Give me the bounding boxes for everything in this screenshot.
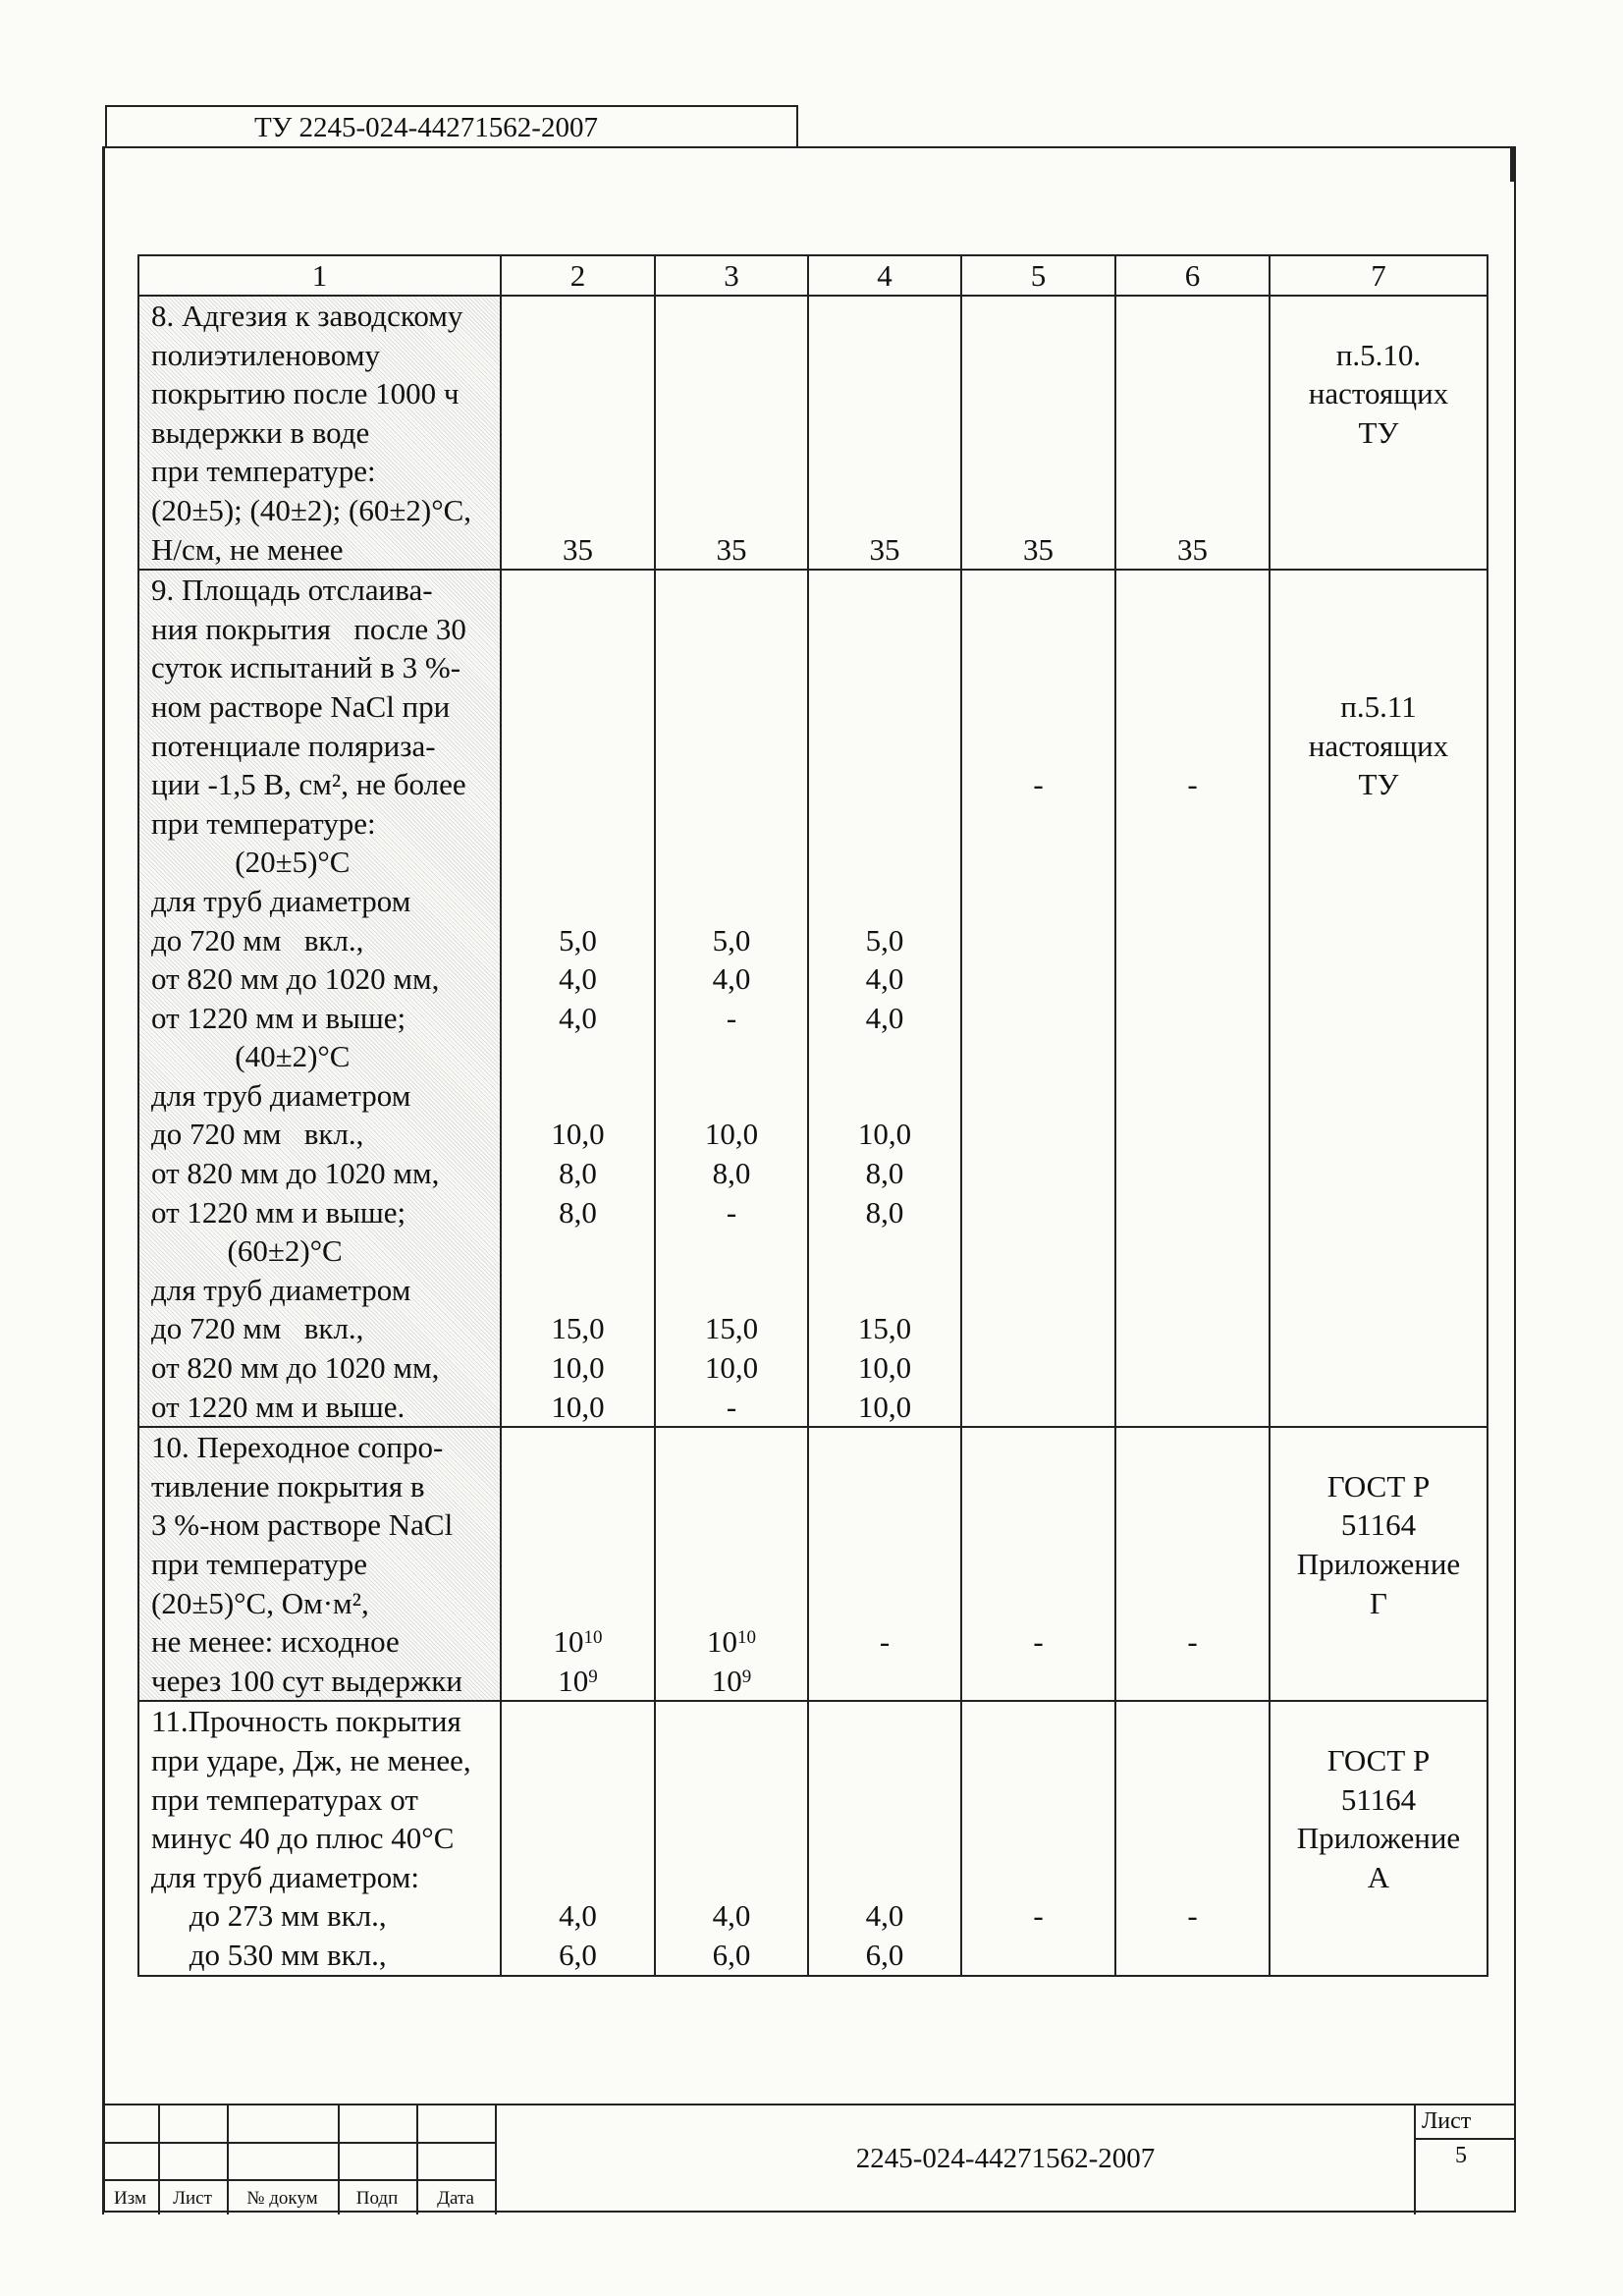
stamp-label-doc-number: № докум <box>246 2188 318 2209</box>
value-cell <box>961 570 1115 1427</box>
header-cell: 2 <box>501 255 655 296</box>
value-text: 5,0 4,0 - 10,0 8,0 - 15,0 10,0 - <box>704 922 759 1424</box>
value-text: 5,0 4,0 4,0 10,0 8,0 8,0 15,0 10,0 10,0 <box>551 922 605 1424</box>
value-text: 35 <box>563 531 593 567</box>
value-text: 4,0 6,0 <box>712 1898 751 1972</box>
stamp-divider <box>102 2142 495 2144</box>
header-cell: 4 <box>808 255 961 296</box>
parameter-cell <box>138 296 501 570</box>
spec-table <box>137 254 1488 1977</box>
table-row <box>138 570 1488 1427</box>
sheet-label: Лист <box>1422 2108 1472 2134</box>
parameter-text: 8. Адгезия к заводскому полиэтиленовому покрытию после 1000 ч выдержки в воде при температуре: (20±5); (40±2); (60±2)°С, Н/см, не менее <box>151 299 472 567</box>
value-cell <box>501 296 655 570</box>
parameter-text: 10. Переходное сопро- тивление покрытия в 3 %-ном растворе NaCl при температуре (20±5)°С, Ом·м², не менее: исходное через 100 сут выдержки <box>151 1430 462 1698</box>
document-header-title: ТУ 2245-024-44271562-2007 <box>105 105 798 146</box>
value-cell <box>655 570 808 1427</box>
stamp-divider <box>102 2179 495 2181</box>
value-text <box>656 1428 807 1700</box>
resistance-exponent: 10 <box>583 1627 603 1649</box>
table-row <box>138 1701 1488 1975</box>
value-text: - <box>879 1624 891 1660</box>
value-cell <box>1115 570 1270 1427</box>
reference-text: п.5.10. настоящих ТУ <box>1308 337 1449 450</box>
stamp-label-date: Дата <box>437 2188 474 2209</box>
value-cell <box>501 570 655 1427</box>
value-text: - <box>1033 767 1044 802</box>
value-cell <box>1115 1427 1270 1701</box>
value-text: 35 <box>716 531 747 567</box>
value-cell <box>1115 296 1270 570</box>
parameter-cell <box>138 1427 501 1701</box>
header-cell: 5 <box>961 255 1115 296</box>
value-cell <box>808 1427 961 1701</box>
value-cell <box>808 1701 961 1975</box>
reference-cell <box>1270 296 1488 570</box>
value-text: 5,0 4,0 4,0 10,0 8,0 8,0 15,0 10,0 10,0 <box>857 922 912 1424</box>
header-cell: 7 <box>1270 255 1488 296</box>
parameter-cell <box>138 1701 501 1975</box>
value-text <box>502 1428 654 1700</box>
header-cell: 6 <box>1115 255 1270 296</box>
value-cell <box>655 296 808 570</box>
resistance-base: 10 <box>711 1663 742 1698</box>
parameter-text: 11.Прочность покрытия при ударе, Дж, не менее, при температурах от минус 40 до плюс 40°С для труб диаметром: до 273 мм вкл., до 530 мм вкл., <box>151 1704 471 1972</box>
value-cell <box>1115 1701 1270 1975</box>
resistance-exponent: 9 <box>588 1666 598 1687</box>
value-cell <box>501 1427 655 1701</box>
value-cell <box>961 296 1115 570</box>
reference-cell <box>1270 1701 1488 1975</box>
value-cell <box>655 1701 808 1975</box>
value-text: - <box>1187 767 1198 802</box>
sheet-number: 5 <box>1455 2143 1467 2168</box>
value-text: - <box>1033 1624 1044 1660</box>
value-cell <box>808 296 961 570</box>
reference-text: ГОСТ Р 51164 Приложение А <box>1296 1742 1461 1894</box>
table-header-row <box>138 255 1488 296</box>
resistance-exponent: 9 <box>741 1666 752 1687</box>
reference-cell <box>1270 570 1488 1427</box>
document-code: 2245-024-44271562-2007 <box>855 2143 1156 2174</box>
reference-text: п.5.11 настоящих ТУ <box>1308 688 1449 802</box>
value-cell <box>961 1427 1115 1701</box>
resistance-base: 10 <box>553 1624 584 1660</box>
value-text: 4,0 6,0 <box>865 1898 904 1972</box>
table-row <box>138 1427 1488 1701</box>
value-text: - <box>1187 1624 1198 1660</box>
sheet-box-divider <box>1414 2138 1516 2140</box>
header-cell: 1 <box>138 255 501 296</box>
value-text: - <box>1033 1898 1044 1934</box>
resistance-exponent: 10 <box>737 1627 756 1649</box>
value-text: 35 <box>869 531 900 567</box>
title-block <box>102 2104 1516 2213</box>
reference-cell <box>1270 1427 1488 1701</box>
value-cell <box>808 570 961 1427</box>
stamp-label-sheet: Лист <box>173 2188 212 2209</box>
stamp-label-signature: Подп <box>355 2188 399 2209</box>
value-text: - <box>1187 1898 1198 1934</box>
value-cell <box>501 1701 655 1975</box>
resistance-base: 10 <box>558 1663 589 1698</box>
stamp-label-change: Изм <box>114 2188 146 2209</box>
header-cell: 3 <box>655 255 808 296</box>
value-cell <box>655 1427 808 1701</box>
reference-text: ГОСТ Р 51164 Приложение Г <box>1296 1468 1461 1620</box>
frame-edge-mark <box>1510 147 1515 182</box>
value-text: 35 <box>1177 531 1208 567</box>
table-row <box>138 296 1488 570</box>
value-text: 4,0 6,0 <box>559 1898 597 1972</box>
value-cell <box>961 1701 1115 1975</box>
parameter-text: 9. Площадь отслаива- ния покрытия после 30 суток испытаний в 3 %- ном растворе NaCl при потенциале поляриза- ции -1,5 В, см², не более при температуре: (20±5)°С для труб диаметром до 720 мм вкл., от 820 мм до 1020 мм, от 1220 мм и выше; (40±2)°С для труб диаметром до 720 мм вкл., от 820 мм до 1020 мм, от 1220 мм и выше; (60±2)°С для труб диаметром до 720 мм вкл., от 820 мм до 1020 мм, от 1220 мм и выше. <box>151 573 466 1424</box>
parameter-cell <box>138 570 501 1427</box>
value-text: 35 <box>1023 531 1054 567</box>
resistance-base: 10 <box>707 1624 737 1660</box>
